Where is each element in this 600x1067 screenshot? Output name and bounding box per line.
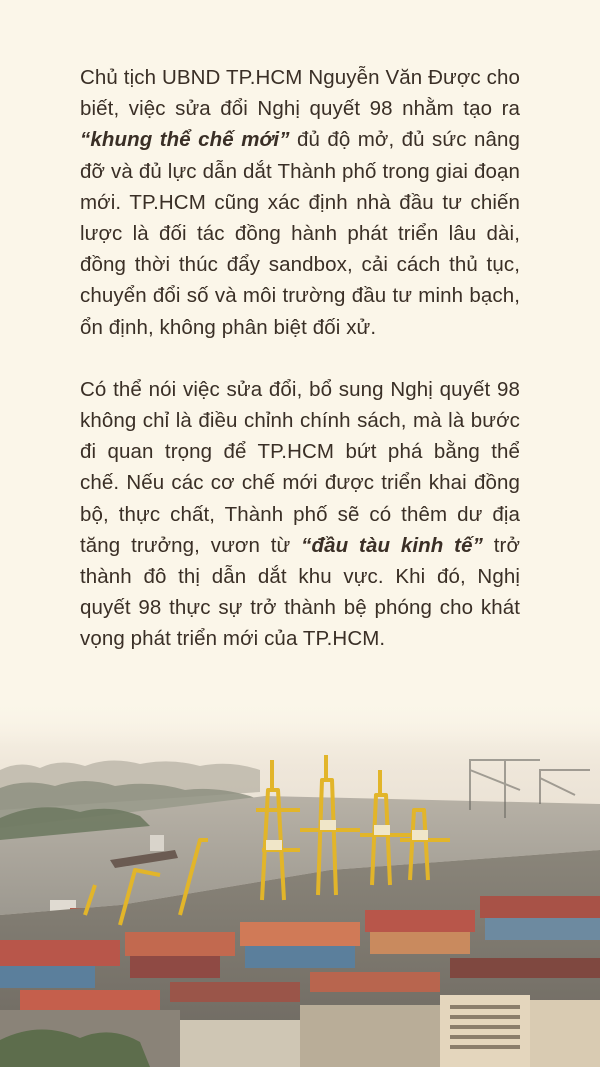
paragraph-1-emphasis: “khung thể chế mới” xyxy=(80,128,290,152)
article-body xyxy=(80,62,520,655)
paragraph-1-text-a: Chủ tịch UBND TP.HCM Nguyễn Văn Được cho biết, việc sửa đổi Nghị quyết 98 nhằm tạo ra xyxy=(80,66,520,121)
paragraph-2-emphasis: “đầu tàu kinh tế” xyxy=(301,533,483,557)
port-photo xyxy=(0,700,600,1067)
paragraph-2-text-a: Có thể nói việc sửa đổi, bổ sung Nghị quyết 98 không chỉ là điều chỉnh chính sách, mà là bước đi quan trọng để TP.HCM bứt phá bằng thể chế. Nếu các cơ chế mới được triển khai đồng bộ, thực chất, Thành phố sẽ có thêm dư địa tăng trưởng, vươn từ xyxy=(80,377,520,557)
paragraph-2-text-b: trở thành đô thị dẫn dắt khu vực. Khi đó, Nghị quyết 98 thực sự trở thành bệ phóng cho khát vọng phát triển mới của TP.HCM. xyxy=(80,533,520,651)
paragraph-2 xyxy=(80,374,520,655)
paragraph-1-text-b: đủ độ mở, đủ sức nâng đỡ và đủ lực dẫn dắt Thành phố trong giai đoạn mới. TP.HCM cũng xác định nhà đầu tư chiến lược là đối tác đồng hành phát triển lâu dài, đồng thời thúc đẩy sandbox, cải cách thủ tục, chuyển đổi số và môi trường đầu tư minh bạch, ổn định, không phân biệt đối xử. xyxy=(80,128,520,339)
paragraph-1 xyxy=(80,62,520,343)
photo-top-fade xyxy=(0,700,600,745)
